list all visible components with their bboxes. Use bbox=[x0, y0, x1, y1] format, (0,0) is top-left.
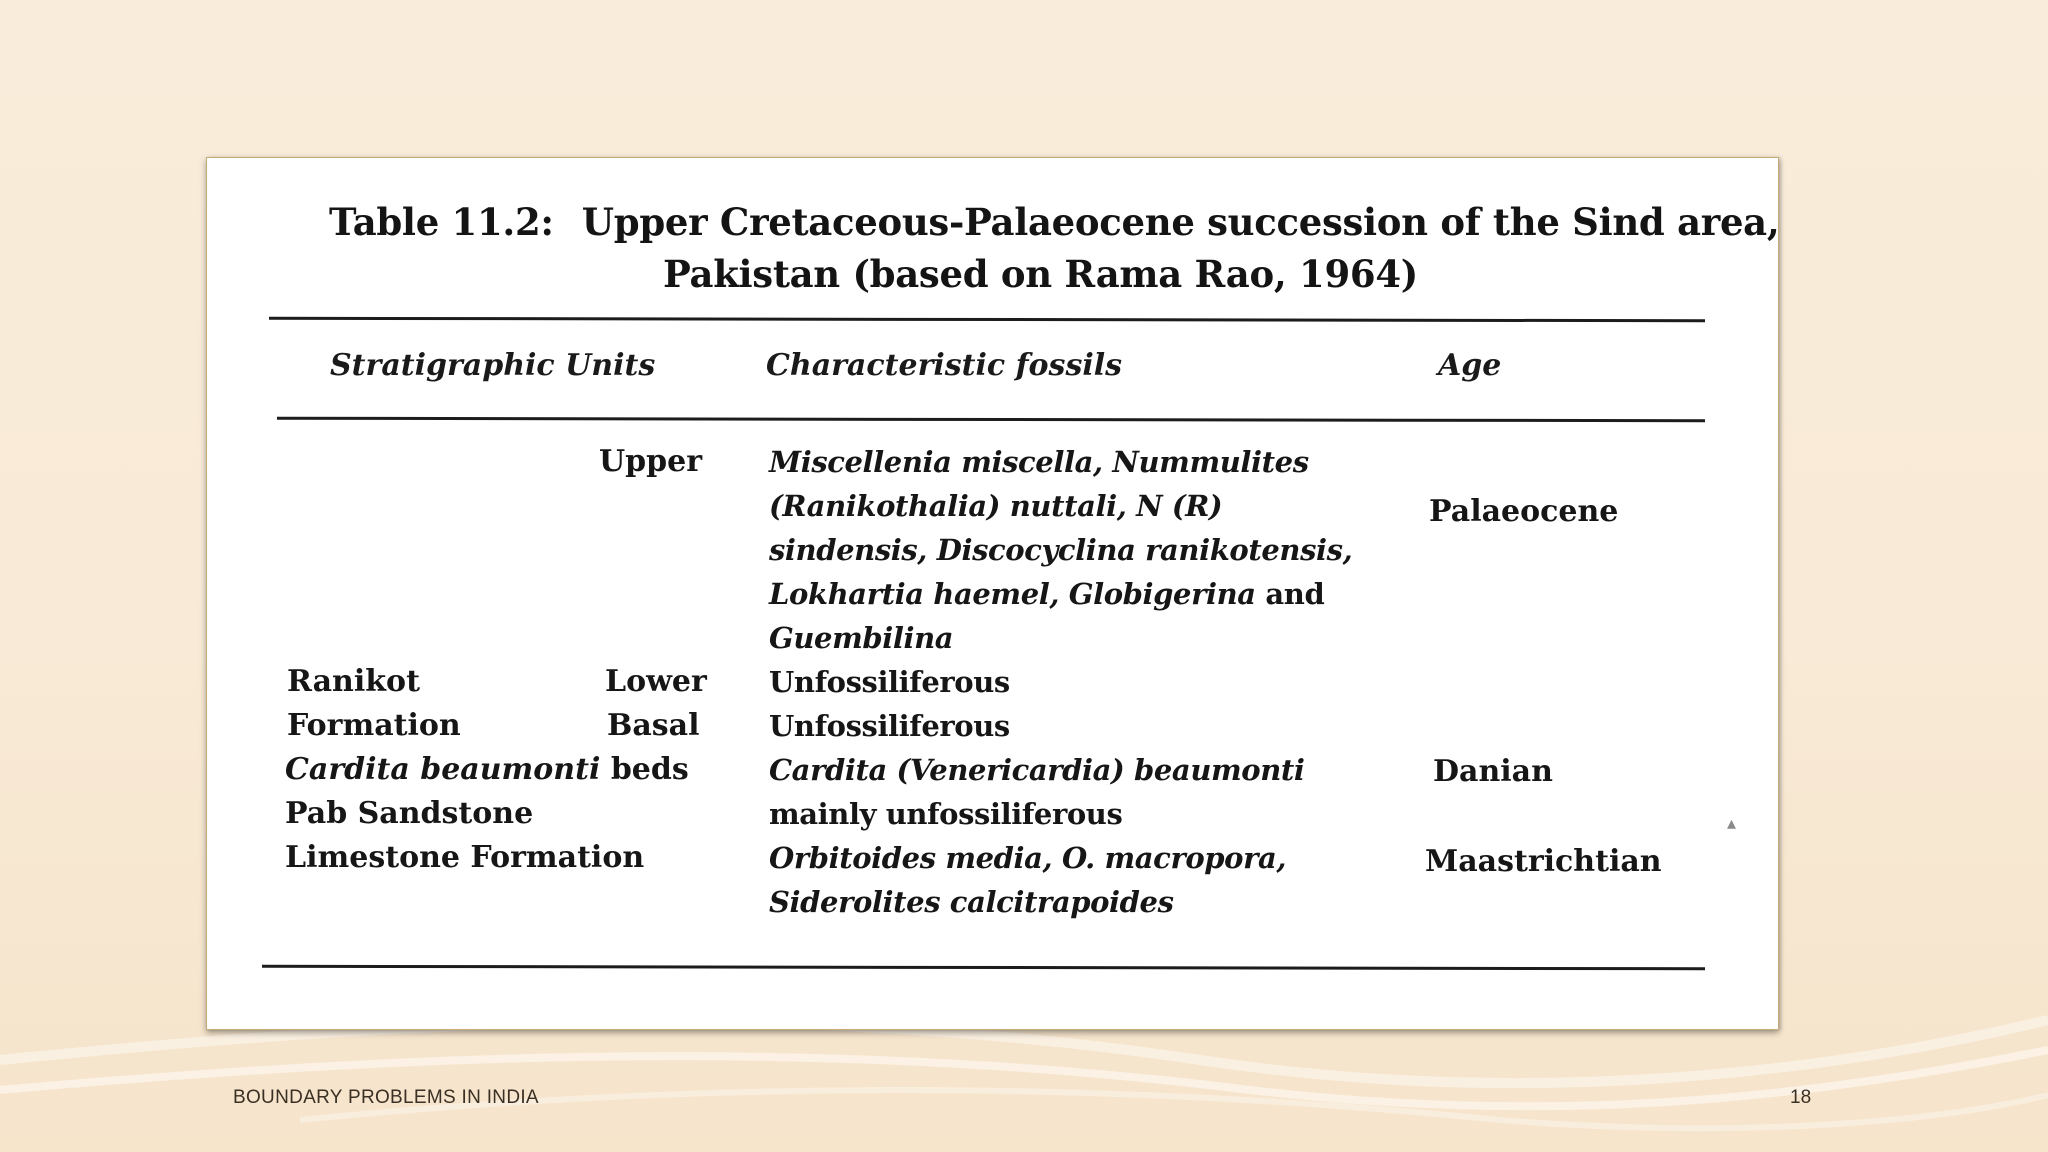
unit-ranikot: Ranikot bbox=[287, 664, 420, 699]
fossil-line bbox=[769, 704, 1352, 748]
fossil-text: Siderolites calcitrapoides bbox=[769, 885, 1174, 919]
fossil-line bbox=[769, 836, 1352, 880]
scan-speck: ▴ bbox=[1727, 813, 1737, 834]
caption-line-2: Pakistan (based on Rama Rao, 1964) bbox=[663, 252, 1418, 296]
unit-upper: Upper bbox=[599, 444, 703, 479]
unit-formation: Formation bbox=[287, 708, 461, 743]
fossil-text: Orbitoides media, O. macropora, bbox=[769, 841, 1287, 875]
top-rule bbox=[269, 317, 1705, 323]
unit-cardita-italic: Cardita beaumonti bbox=[285, 752, 601, 787]
fossil-line bbox=[769, 440, 1352, 484]
fossil-text: Unfossiliferous bbox=[769, 709, 1010, 743]
header-rule bbox=[277, 417, 1705, 422]
fossil-line bbox=[769, 880, 1352, 924]
fossil-line bbox=[769, 484, 1352, 528]
unit-cardita-beds bbox=[285, 748, 689, 792]
bottom-rule bbox=[262, 965, 1705, 971]
unit-lower: Lower bbox=[605, 664, 707, 699]
table-number: Table 11.2: bbox=[329, 200, 554, 244]
age-palaeocene: Palaeocene bbox=[1429, 494, 1619, 529]
fossil-text: mainly unfossiliferous bbox=[769, 797, 1123, 831]
fossil-line bbox=[769, 572, 1352, 616]
fossil-text: Unfossiliferous bbox=[769, 665, 1010, 699]
header-stratigraphic-units: Stratigraphic Units bbox=[330, 348, 656, 383]
fossil-text: Cardita (Venericardia) beaumonti bbox=[769, 753, 1305, 787]
header-age: Age bbox=[1438, 348, 1502, 383]
footer-title: BOUNDARY PROBLEMS IN INDIA bbox=[233, 1087, 539, 1108]
caption-line-1: Upper Cretaceous-Palaeocene succession of the Sind area, bbox=[581, 200, 1780, 244]
fossil-line bbox=[769, 528, 1352, 572]
header-characteristic-fossils: Characteristic fossils bbox=[766, 348, 1123, 383]
fossil-line bbox=[769, 748, 1352, 792]
fossil-text: Lokhartia haemel, Globigerina bbox=[769, 577, 1256, 611]
age-danian: Danian bbox=[1433, 754, 1553, 789]
fossil-line bbox=[769, 660, 1352, 704]
fossil-text: sindensis, Discocyclina ranikotensis, bbox=[769, 533, 1353, 567]
table-image-card bbox=[206, 157, 1779, 1030]
fossils-column bbox=[769, 440, 1352, 924]
fossil-text: and bbox=[1255, 577, 1325, 611]
page-number: 18 bbox=[1790, 1087, 1812, 1108]
fossil-line bbox=[769, 792, 1352, 836]
unit-pab-sandstone: Pab Sandstone bbox=[285, 796, 534, 831]
fossil-line bbox=[769, 616, 1352, 660]
fossil-text: Guembilina bbox=[769, 621, 954, 655]
unit-cardita-rest: beds bbox=[600, 752, 689, 787]
fossil-text: (Ranikothalia) nuttali, N (R) bbox=[769, 489, 1223, 523]
fossil-text: Miscellenia miscella, Nummulites bbox=[769, 445, 1309, 479]
age-maastrichtian: Maastrichtian bbox=[1425, 844, 1662, 879]
unit-limestone-formation: Limestone Formation bbox=[285, 840, 645, 875]
unit-basal: Basal bbox=[607, 708, 700, 743]
table-caption bbox=[267, 196, 1787, 300]
